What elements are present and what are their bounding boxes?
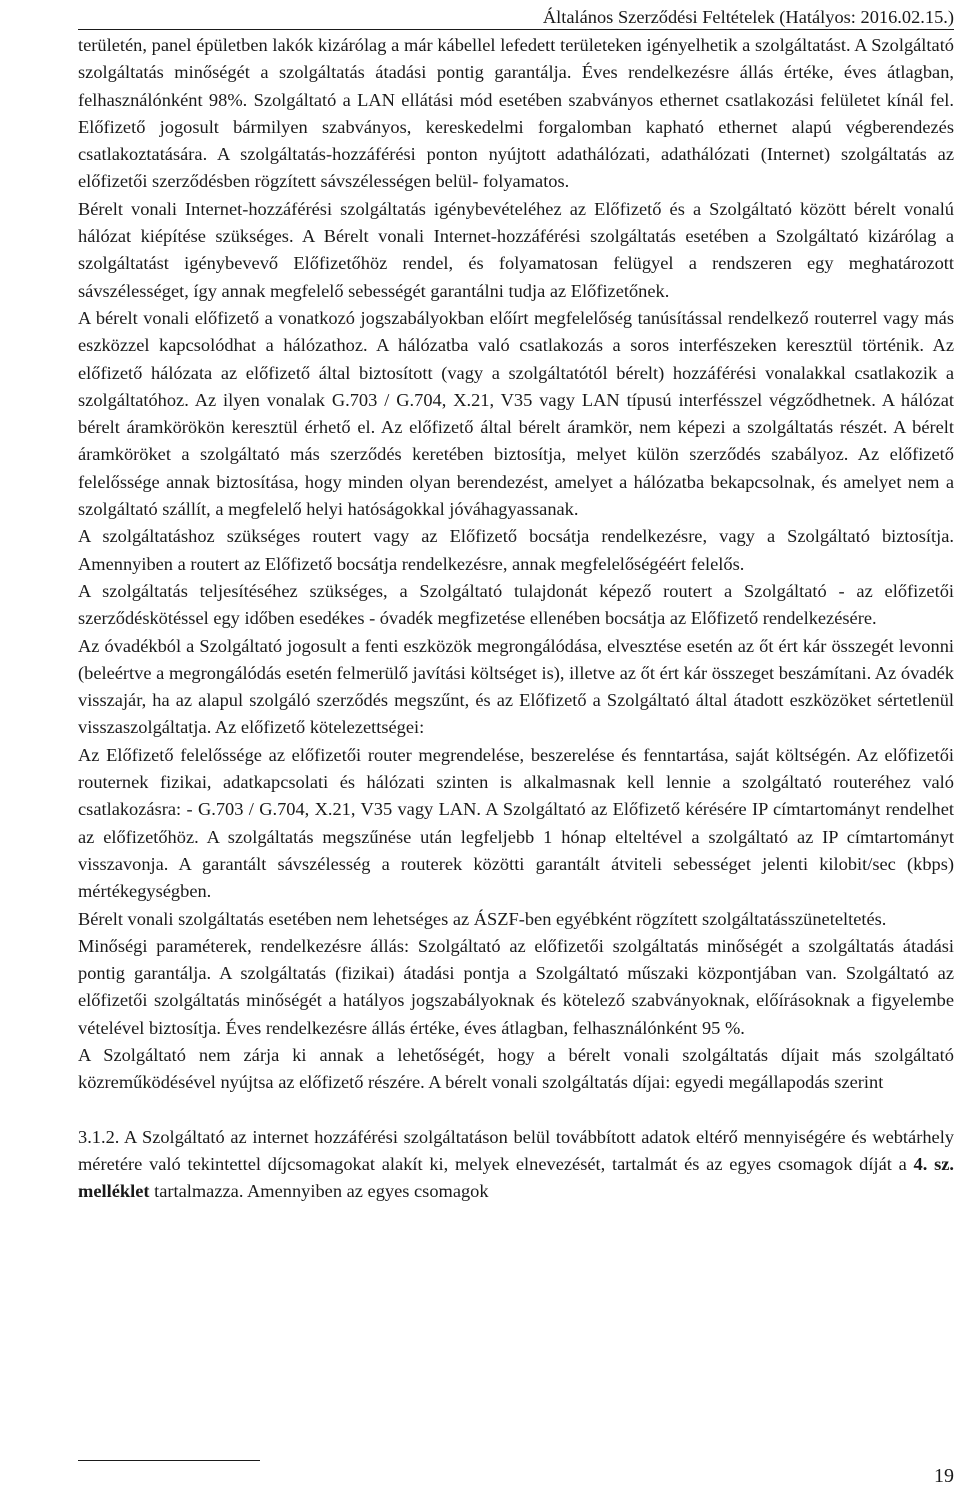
paragraph: Bérelt vonali Internet-hozzáférési szolgáltatás igénybevételéhez az Előfizető és a Szolgáltató között bérelt vonalú hálózat kiépítése szükséges. A Bérelt vonali Internet-hozzáférési szolgáltatás esetében a Szolgáltató kizárólag a szolgáltatást igénybevevő Előfizetőhöz rendel, és folyamatosan felügyel a rendszeren egy meghatározott sávszélességet, így annak megfelelő sebességét garantálni tudja az Előfizetőnek. <box>78 198 954 301</box>
paragraph: Minőségi paraméterek, rendelkezésre állás: Szolgáltató az előfizetői szolgáltatás minőségét a szolgáltatás átadási pontig garantálja. A szolgáltatás (fizikai) átadási pontja a Szolgáltató műszaki központjában van. Szolgáltató az előfizetői szolgáltatás minőségét a hatályos jogszabályoknak és kötelező szabványoknak, előírásoknak a figyelembe vételével biztosítja. Éves rendelkezésre állás értéke, éves átlagban, felhasználónként 95 %. <box>78 935 954 1038</box>
paragraph: A bérelt vonali előfizető a vonatkozó jogszabályokban előírt megfelelőség tanúsítással rendelkező routerrel vagy más eszközzel kapcsolódhat a hálózathoz. A hálózatba való csatlakozás a soros interfészeken keresztül történik. Az előfizető hálózata az előfizető által biztosított (vagy a szolgáltatótól bérelt) hozzáférési vonalakkal csatlakozik a szolgáltatóhoz. Az ilyen vonalak G.703 / G.704, X.21, V35 vagy LAN típusú interfésszel végződhetnek. A hálózat bérelt áramkörökön keresztül érhető el. Az előfizető által bérelt áramkör, nem képezi a szolgáltatás részét. A bérelt áramköröket a szolgáltató más szerződés keretében biztosítja, melyet külön szerződés szabályoz. Az előfizető felelőssége annak biztosítása, hogy minden olyan berendezést, amelyet a hálózatba bekapcsolnak, és amelyet nem a szolgáltató szállít, a megfelelő helyi hatóságokkal jóváhagyassanak. <box>78 307 954 520</box>
paragraph: Az óvadékból a Szolgáltató jogosult a fenti eszközök megrongálódása, elvesztése esetén az őt ért kár összegét levonni (beleértve a megrongálódás esetén felmerülő javítási költséget is), illetve az őt ért kár összeget beszámítani. Az óvadék visszajár, ha az alapul szolgáló szerződés megszűnt, és az Előfizető a Szolgáltató által átadott eszközöket sértetlenül visszaszolgáltatja. Az előfizető kötelezettségei: <box>78 635 954 738</box>
page-number: 19 <box>934 1465 954 1487</box>
section-3-1-2-paragraph <box>78 1124 954 1206</box>
section-text: 3.1.2. A Szolgáltató az internet hozzáférési szolgáltatáson belül továbbított adatok eltérő mennyiségére és webtárhely méretére való tekintettel díjcsomagokat alakít ki, melyek elnevezését, tartalmát és az egyes csomagok díját a <box>78 1126 954 1174</box>
header-divider <box>78 29 954 30</box>
paragraph: Bérelt vonali szolgáltatás esetében nem lehetséges az ÁSZF-ben egyébként rögzített szolgáltatásszüneteltetés. <box>78 908 887 929</box>
footer-divider <box>78 1460 260 1461</box>
section-text: tartalmazza. Amennyiben az egyes csomagok <box>149 1181 489 1202</box>
paragraph: Az Előfizető felelőssége az előfizetői router megrendelése, beszerelése és fenntartása, saját költségén. Az előfizetői routernek fizikai, adatkapcsolati és hálózati szinten is alkalmasnak kell lennie a szolgáltató routeréhez való csatlakozásra: - G.703 / G.704, X.21, V35 vagy LAN. A Szolgáltató az Előfizető kérésére IP címtartományt rendelhet az előfizetőhöz. A szolgáltatás megszűnése után legfeljebb 1 hónap elteltével a szolgáltató az IP címtartományt visszavonja. A garantált sávszélesség a routerek közötti garantált átviteli sebességet jelenti kilobit/sec (kbps) mértékegységben. <box>78 744 954 902</box>
paragraph: A Szolgáltató nem zárja ki annak a lehetőségét, hogy a bérelt vonali szolgáltatás díjait más szolgáltató közreműködésével nyújtsa az előfizető részére. A bérelt vonali szolgáltatás díjai: egyedi megállapodás szerint <box>78 1044 954 1093</box>
annex-reference: 4. sz. melléklet <box>78 1153 954 1202</box>
paragraph: A szolgáltatás teljesítéséhez szükséges, a Szolgáltató tulajdonát képező routert a Szolgáltató - az előfizetői szerződéskötéssel egy időben esedékes - óvadék megfizetése ellenében bocsátja az Előfizető rendelkezésére. <box>78 580 954 629</box>
document-body <box>78 32 954 1205</box>
paragraph: A szolgáltatáshoz szükséges routert vagy az Előfizető bocsátja rendelkezésre, vagy a Szolgáltató biztosítja. Amennyiben a routert az Előfizető bocsátja rendelkezésre, annak megfelelőségéért felelős. <box>78 526 954 574</box>
paragraph: területén, panel épületben lakók kizárólag a már kábellel lefedett területeken igényelhetik a szolgáltatást. A Szolgáltató szolgáltatás minőségét a szolgáltatás átadási pontig garantálja. Éves rendelkezésre állás értéke, éves átlagban, felhasználónként 98%. Szolgáltató a LAN ellátási mód esetében szabványos ethernet csatlakozási felületet kínál fel. Előfizető jogosult bármilyen szabványos, kereskedelmi forgalomban kapható ethernet alapú végberendezés csatlakoztatására. A szolgáltatás-hozzáférési ponton nyújtott adathálózati, adathálózati (Internet) szolgáltatás az előfizetői szerződésben rögzített sávszélességen belül- folyamatos. <box>78 35 954 192</box>
page-header: Általános Szerződési Feltételek (Hatályos: 2016.02.15.) <box>542 7 954 27</box>
